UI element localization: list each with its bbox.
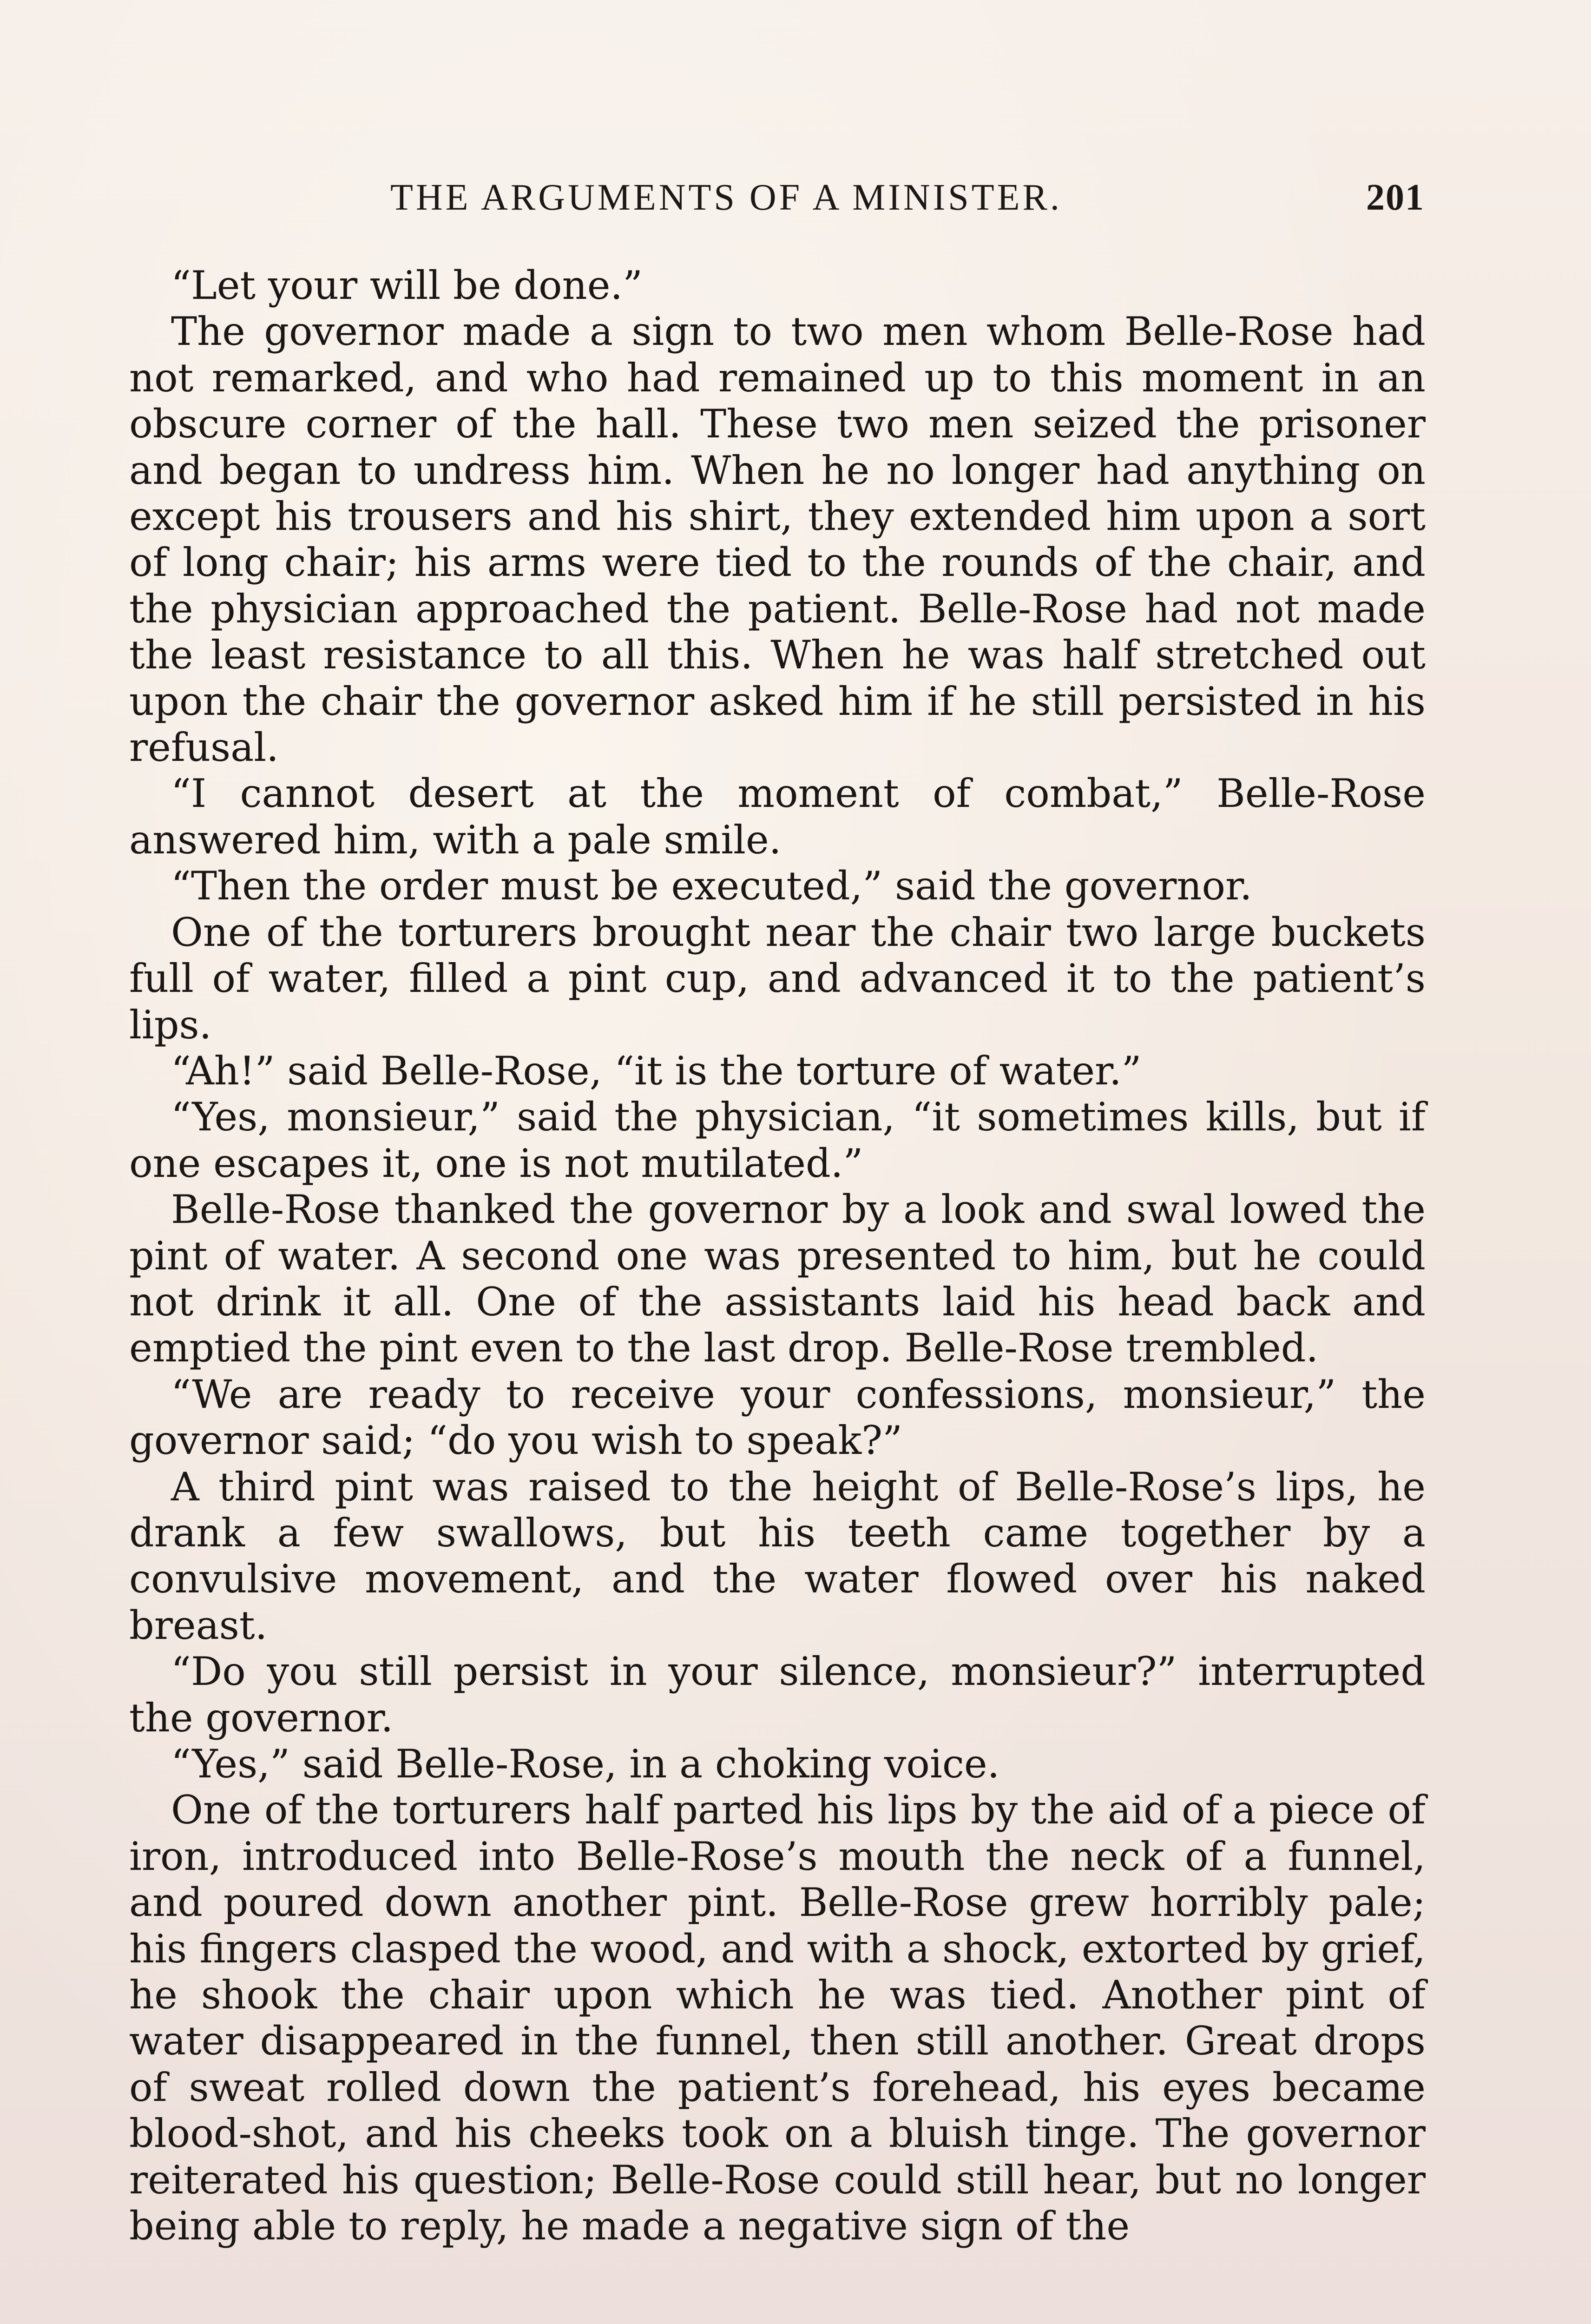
paragraph: “Yes,” said Belle-Rose, in a choking voice.: [171, 1741, 1000, 1787]
paragraph: One of the torturers half parted his lips by the aid of a piece of iron, introduced into Belle-Rose’s mouth the neck of a funnel, and poured down another pint. Belle-Rose grew horribly pale; his fingers clasped the wood, and with a shock, extorted by grief, he shook the chair upon which he was tied. Another pint of water disappeared in the funnel, then still another. Great drops of sweat rolled down the patient’s forehead, his eyes became blood-shot, and his cheeks took on a bluish tinge. The governor reiterated his question; Belle-Rose could still hear, but no longer being able to reply, he made a negative sign of the: [129, 1787, 1426, 2249]
paragraph: Belle-Rose thanked the governor by a look and swal lowed the pint of water. A second one was presented to him, but he could not drink it all. One of the assistants laid his head back and emptied the pint even to the last drop. Belle-Rose trembled.: [129, 1187, 1426, 1371]
chapter-title: THE ARGUMENTS OF A MINISTER.: [390, 177, 1062, 218]
paragraph: The governor made a sign to two men whom Belle-Rose had not remarked, and who had remained up to this moment in an obscure corner of the hall. These two men seized the prisoner and began to undress him. When he no longer had anything on except his trousers and his shirt, they extended him upon a sort of long chair; his arms were tied to the rounds of the chair, and the physician approached the patient. Belle-Rose had not made the least resistance to all this. When he was half stretched out upon the chair the governor asked him if he still persisted in his refusal.: [129, 309, 1426, 771]
page-number: 201: [1366, 177, 1425, 218]
paragraph: “I cannot desert at the moment of combat,” Belle-Rose answered him, with a pale smile.: [129, 771, 1426, 863]
running-head: [130, 177, 1425, 232]
paragraph: A third pint was raised to the height of Belle-Rose’s lips, he drank a few swallows, but his teeth came together by a convulsive movement, and the water flowed over his naked breast.: [129, 1464, 1426, 1648]
paragraph: “Do you still persist in your silence, monsieur?” interrupted the governor.: [129, 1649, 1426, 1741]
body-text: [129, 263, 1426, 2249]
paragraph: “We are ready to receive your confessions, monsieur,” the governor said; “do you wish to speak?”: [129, 1371, 1426, 1464]
paragraph: “Let your will be done.”: [171, 263, 643, 308]
paragraph: One of the torturers brought near the chair two large buckets full of water, filled a pint cup, and advanced it to the patient’s lips.: [129, 909, 1426, 1048]
paragraph: “Then the order must be executed,” said the governor.: [171, 863, 1252, 909]
paragraph: “Yes, monsieur,” said the physician, “it sometimes kills, but if one escapes it, one is not mutilated.”: [129, 1094, 1426, 1186]
paragraph: “Ah!” said Belle-Rose, “it is the torture of water.”: [171, 1048, 1142, 1094]
